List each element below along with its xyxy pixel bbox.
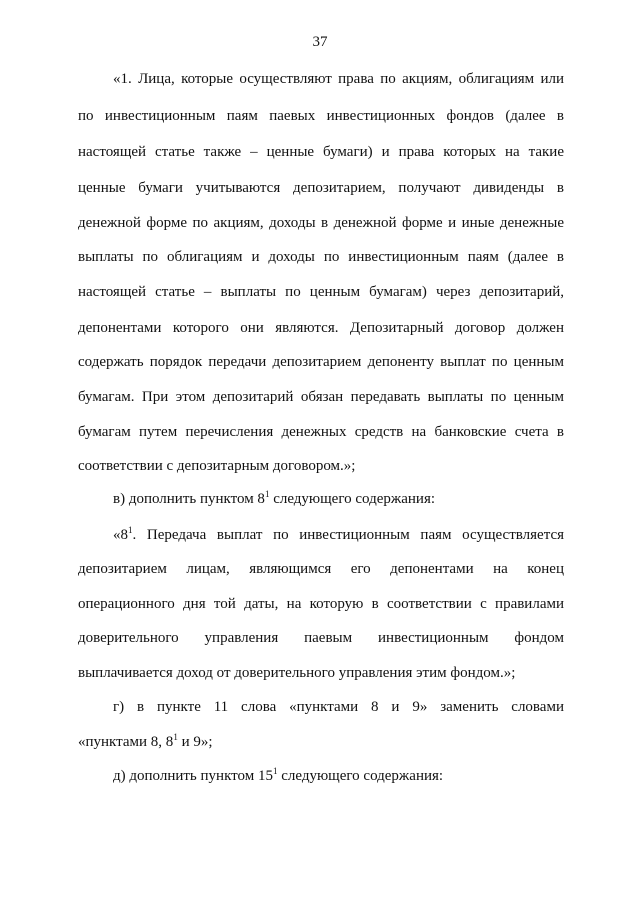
paragraph-line: бумагам путем перечисления денежных средств на банковские счета в <box>78 424 564 440</box>
page-number: 37 <box>312 34 328 50</box>
line-text: . Передача выплат по инвестиционным паям осуществляется <box>132 527 564 543</box>
line-text: следующего содержания: <box>269 491 436 507</box>
superscript: 1 <box>264 489 270 499</box>
superscript: 1 <box>272 766 278 776</box>
line-text: д) дополнить пунктом 15 <box>113 768 273 784</box>
paragraph-line: депозитарием лицам, являющимся его депонентами на конец <box>78 561 564 577</box>
paragraph-line: г) в пункте 11 слова «пунктами 8 и 9» заменить словами <box>113 699 564 715</box>
paragraph-line <box>113 489 564 509</box>
paragraph-line: выплачивается доход от доверительного управления этим фондом.»; <box>78 665 516 681</box>
line-text: «8 <box>113 527 128 543</box>
superscript: 1 <box>173 732 178 742</box>
paragraph-line <box>113 525 564 545</box>
paragraph-line <box>78 732 564 752</box>
paragraph-line: бумагам. При этом депозитарий обязан передавать выплаты по ценным <box>78 389 564 405</box>
paragraph-line: депонентами которого они являются. Депозитарный договор должен <box>78 320 564 336</box>
paragraph-line: настоящей статье также – ценные бумаги) и права которых на такие <box>78 144 564 160</box>
paragraph-line: операционного дня той даты, на которую в соответствии с правилами <box>78 596 564 612</box>
paragraph-line: настоящей статье – выплаты по ценным бумагам) через депозитарий, <box>78 284 564 300</box>
paragraph-line: соответствии с депозитарным договором.»; <box>78 458 356 474</box>
superscript: 1 <box>128 525 133 535</box>
paragraph-line: ценные бумаги учитываются депозитарием, получают дивиденды в <box>78 180 564 196</box>
paragraph-line: по инвестиционным паям паевых инвестиционных фондов (далее в <box>78 108 564 124</box>
line-text: в) дополнить пунктом 8 <box>113 491 265 507</box>
paragraph-line: доверительного управления паевым инвестиционным фондом <box>78 630 564 646</box>
line-text: и 9»; <box>177 734 213 750</box>
paragraph-line: денежной форме по акциям, доходы в денежной форме и иные денежные <box>78 215 564 231</box>
line-text: «пунктами 8, 8 <box>78 734 174 750</box>
paragraph-line: «1. Лица, которые осуществляют права по акциям, облигациям или <box>113 71 564 87</box>
paragraph-line: выплаты по облигациям и доходы по инвестиционным паям (далее в <box>78 249 564 265</box>
paragraph-line: содержать порядок передачи депозитарием депоненту выплат по ценным <box>78 354 564 370</box>
line-text: следующего содержания: <box>277 768 444 784</box>
paragraph-line <box>113 766 564 786</box>
